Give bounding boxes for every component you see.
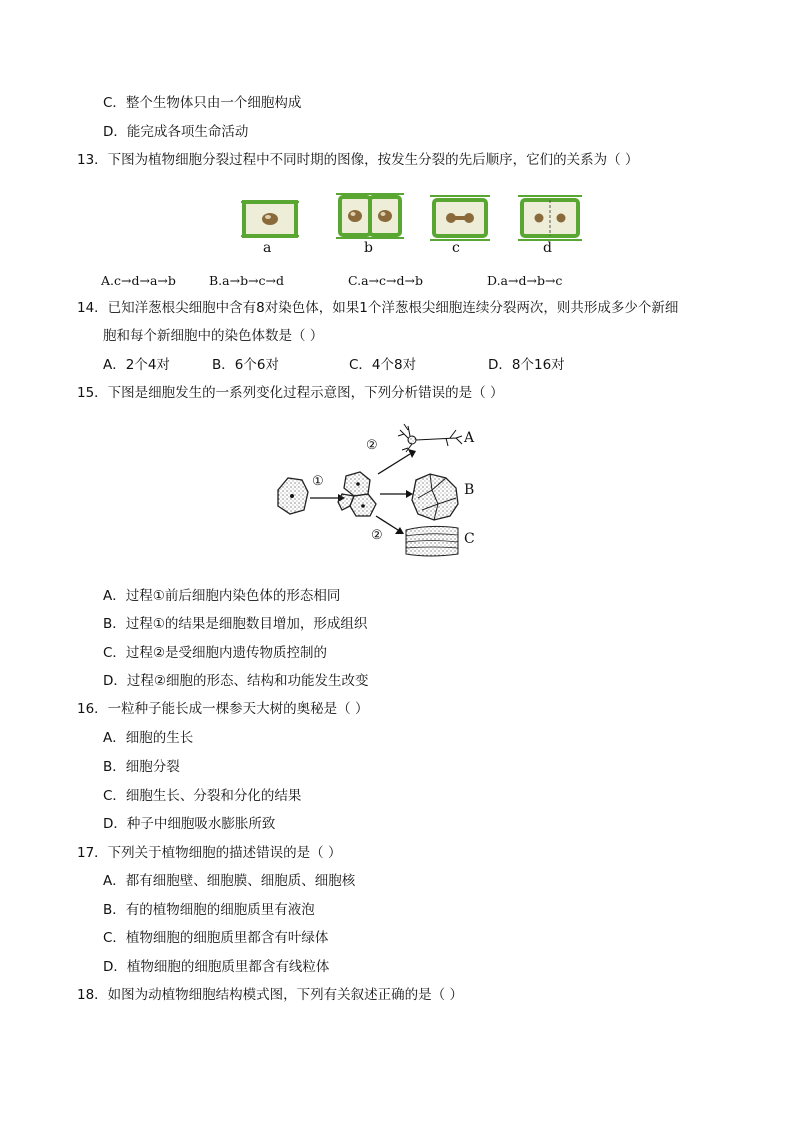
process-2-bottom-label: ②: [371, 528, 383, 543]
dividing-cells-icon: [338, 472, 376, 516]
cell-division-figure: [236, 188, 596, 260]
neuron-icon: [398, 424, 462, 452]
q15-stem: 15．下图是细胞发生的一系列变化过程示意图，下列分析错误的是（ ）: [77, 385, 504, 401]
cell-d-diagram: [518, 196, 582, 240]
cell-label-c: c: [452, 240, 460, 256]
cell-differentiation-figure: [270, 418, 490, 568]
q17-option-b: B．有的植物细胞的细胞质里有液泡: [103, 902, 315, 918]
q17-option-a: A．都有细胞壁、细胞膜、细胞质、细胞核: [103, 873, 356, 889]
q12-option-d: D．能完成各项生命活动: [103, 124, 249, 140]
q15-option-c: C．过程②是受细胞内遗传物质控制的: [103, 645, 328, 661]
q16-stem: 16．一粒种子能长成一棵参天大树的奥秘是（ ）: [77, 701, 369, 717]
tissue-cluster-icon: [412, 474, 458, 520]
cell-label-a: a: [263, 240, 272, 256]
q13-option-b: B.a→b→c→d: [209, 273, 285, 288]
q17-option-c: C．植物细胞的细胞质里都含有叶绿体: [103, 930, 329, 946]
q16-option-a: A．细胞的生长: [103, 730, 194, 746]
cell-label-d: d: [543, 240, 552, 256]
cell-b-diagram: [336, 194, 404, 238]
q14-option-a: A．2个4对: [103, 357, 170, 373]
q15-option-a: A．过程①前后细胞内染色体的形态相同: [103, 588, 341, 604]
q16-option-b: B．细胞分裂: [103, 759, 180, 775]
q13-option-c: C.a→c→d→b: [348, 273, 423, 288]
cell-a-diagram: [241, 202, 299, 236]
q14-stem-line2: 胞和每个新细胞中的染色体数是（ ）: [103, 328, 324, 344]
muscle-fiber-icon: [406, 526, 458, 556]
cell-c-diagram: [430, 196, 490, 240]
figure-label-a: A: [464, 430, 475, 446]
process-1-label: ①: [312, 474, 324, 489]
q16-option-c: C．细胞生长、分裂和分化的结果: [103, 788, 302, 804]
q13-option-d: D.a→d→b→c: [487, 273, 563, 288]
cell-label-b: b: [364, 240, 373, 256]
process-2-top-label: ②: [366, 438, 378, 453]
q17-stem: 17．下列关于植物细胞的描述错误的是（ ）: [77, 845, 342, 861]
q14-stem-line1: 14．已知洋葱根尖细胞中含有8对染色体，如果1个洋葱根尖细胞连续分裂两次，则共形成多少个新细: [77, 300, 679, 316]
q13-option-a: A.c→d→a→b: [101, 273, 176, 288]
q14-option-c: C．4个8对: [349, 357, 417, 373]
figure-label-c: C: [464, 531, 475, 547]
q12-option-c: C．整个生物体只由一个细胞构成: [103, 95, 302, 111]
q15-option-d: D．过程②细胞的形态、结构和功能发生改变: [103, 673, 369, 689]
q18-stem: 18．如图为动植物细胞结构模式图，下列有关叙述正确的是（ ）: [77, 987, 463, 1003]
q15-option-b: B．过程①的结果是细胞数目增加，形成组织: [103, 616, 368, 632]
q14-option-b: B．6个6对: [212, 357, 279, 373]
q13-stem: 13．下图为植物细胞分裂过程中不同时期的图像，按发生分裂的先后顺序，它们的关系为（ ）: [77, 152, 639, 168]
figure-label-b: B: [464, 482, 475, 498]
q16-option-d: D．种子中细胞吸水膨胀所致: [103, 816, 276, 832]
q14-option-d: D．8个16对: [488, 357, 565, 373]
q17-option-d: D．植物细胞的细胞质里都含有线粒体: [103, 959, 330, 975]
